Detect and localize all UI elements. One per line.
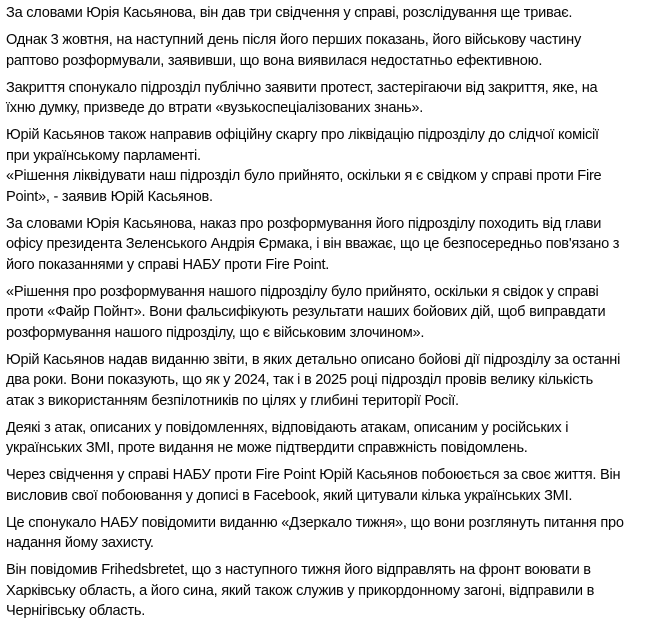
paragraph-line: висловив свої побоювання у дописі в Facebook, який цитували кілька українських ЗМІ. xyxy=(6,487,573,504)
post-paragraph xyxy=(6,125,664,207)
paragraph-line: офісу президента Зеленського Андрія Єрмака, і він вважає, що це безпосередньо пов'язано з xyxy=(6,236,620,252)
paragraph-line: Деякі з атак, описаних у повідомленнях, відповідають атакам, описаним у російських і xyxy=(6,419,569,436)
paragraph-line: Однак 3 жовтня, на наступний день після його перших показань, його військову частину xyxy=(6,32,582,48)
paragraph-line: Він повідомив Frihedsbretet, що з наступного тижня його відправлять на фронт воювати в xyxy=(6,562,591,578)
post-paragraph xyxy=(6,78,664,119)
post-paragraph xyxy=(6,513,664,554)
paragraph-line: проти «Файр Пойнт». Вони фальсифікують результати наших бойових дій, щоб виправдати xyxy=(6,304,606,320)
paragraph-line: Це спонукало НАБУ повідомити виданню «Дзеркало тижня», що вони розглянуть питання про xyxy=(6,514,624,531)
post-paragraph xyxy=(6,350,664,412)
paragraph-line: Через свідчення у справі НАБУ проти Fire Point Юрій Касьянов побоюється за своє життя. Він xyxy=(6,467,621,483)
paragraph-line: два роки. Вони показують, що як у 2024, так і в 2025 році підрозділ провів велику кількість xyxy=(6,372,594,388)
paragraph-line: його показаннями у справі НАБУ проти Fire Point. xyxy=(6,256,330,273)
post-paragraph xyxy=(6,560,664,622)
post-paragraph xyxy=(6,214,664,276)
paragraph-line: «Рішення ліквідувати наш підрозділ було прийнято, оскільки я є свідком у справі проти Fire xyxy=(6,168,602,184)
paragraph-line: За словами Юрія Касьянова, він дав три свідчення у справі, розслідування ще триває. xyxy=(6,5,573,21)
post-paragraph xyxy=(6,3,664,24)
paragraph-line: Чернігівську область. xyxy=(6,603,146,619)
paragraph-line: Харківську область, а його сина, який також служив у прикордонному загоні, відправили в xyxy=(6,582,595,599)
paragraph-line: їхню думку, призведе до втрати «вузькоспеціалізованих знань». xyxy=(6,100,424,116)
paragraph-line: Закриття спонукало підрозділ публічно заявити протест, застерігаючи від закриття, яке, на xyxy=(6,79,598,96)
paragraph-line: надання йому захисту. xyxy=(6,535,154,551)
paragraph-line: За словами Юрія Касьянова, наказ про розформування його підрозділу походить від глави xyxy=(6,215,602,232)
paragraph-line: «Рішення про розформування нашого підрозділу було прийнято, оскільки я свідок у справі xyxy=(6,283,599,300)
paragraph-line: українських ЗМІ, проте видання не може підтвердити справжність повідомлень. xyxy=(6,440,528,456)
paragraph-line: розформування нашого підрозділу, що є військовим злочином». xyxy=(6,324,425,341)
paragraph-line: при українському парламенті. xyxy=(6,147,201,164)
post-paragraph xyxy=(6,418,664,459)
post-paragraph xyxy=(6,282,664,344)
post-paragraph xyxy=(6,465,664,506)
paragraph-line: Point», - заявив Юрій Касьянов. xyxy=(6,188,213,205)
paragraph-line: Юрій Касьянов також направив офіційну скаргу про ліквідацію підрозділу до слідчої комісії xyxy=(6,127,599,143)
paragraph-line: раптово розформували, заявивши, що вона виявилася недостатньо ефективною. xyxy=(6,52,543,69)
paragraph-line: Юрій Касьянов надав виданню звіти, в яких детально описано бойові дії підрозділу за останні xyxy=(6,351,621,368)
paragraph-line: атак з використанням безпілотників по цілях у глибині території Росії. xyxy=(6,392,459,409)
post-paragraph xyxy=(6,30,664,71)
